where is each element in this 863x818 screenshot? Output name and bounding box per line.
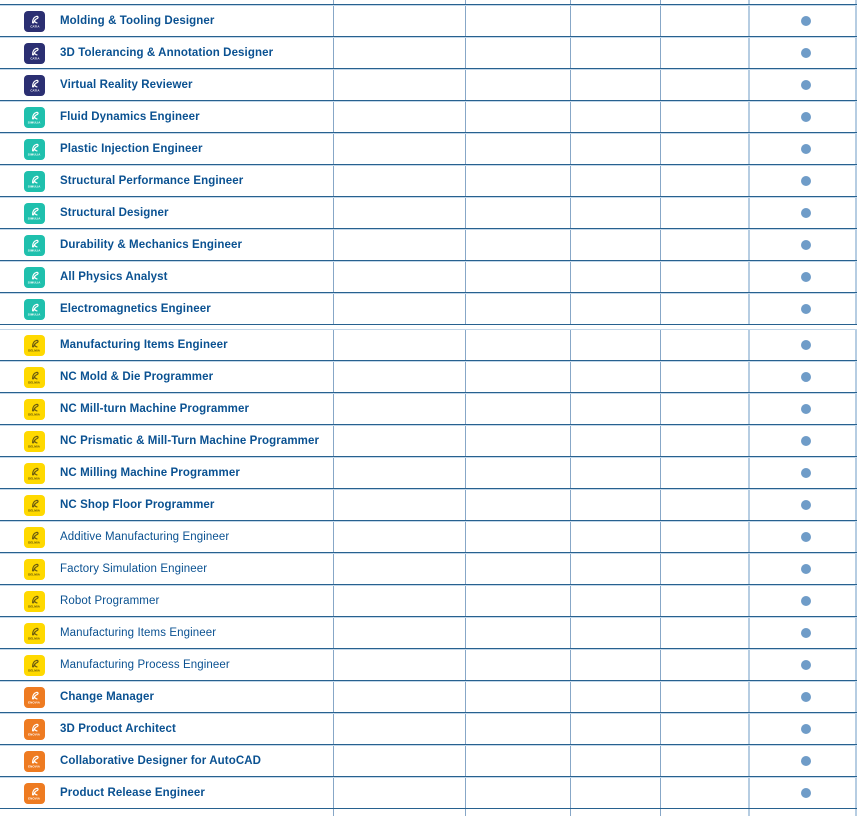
availability-cell — [748, 362, 857, 392]
empty-cell — [465, 0, 570, 4]
empty-cell — [660, 522, 748, 552]
role-icon-brand-text: ENOVIA — [28, 796, 41, 800]
role-label[interactable]: Virtual Reality Reviewer — [60, 79, 193, 91]
role-label[interactable]: Molding & Tooling Designer — [60, 15, 215, 27]
role-label[interactable]: NC Mold & Die Programmer — [60, 371, 214, 383]
role-name-cell — [0, 166, 333, 196]
simulia-role-icon — [24, 203, 45, 224]
role-label[interactable]: Product Release Engineer — [60, 787, 205, 799]
empty-cell — [333, 262, 465, 292]
empty-cell — [333, 394, 465, 424]
empty-cell — [333, 618, 465, 648]
availability-cell — [748, 38, 857, 68]
role-name-cell — [0, 682, 333, 712]
empty-cell — [465, 650, 570, 680]
role-name-cell — [0, 294, 333, 324]
empty-cell — [465, 230, 570, 260]
role-row — [0, 713, 857, 745]
empty-cell — [660, 134, 748, 164]
role-row — [0, 5, 857, 37]
empty-cell — [570, 778, 660, 808]
empty-cell — [465, 6, 570, 36]
role-label[interactable]: Manufacturing Items Engineer — [60, 339, 228, 351]
empty-cell — [570, 618, 660, 648]
empty-cell — [660, 262, 748, 292]
availability-cell — [748, 230, 857, 260]
availability-dot — [801, 692, 811, 702]
role-icon-brand-text: DELMIA — [28, 348, 41, 352]
availability-cell — [748, 586, 857, 616]
empty-cell — [570, 426, 660, 456]
empty-cell — [465, 426, 570, 456]
empty-cell — [465, 490, 570, 520]
role-label[interactable]: Plastic Injection Engineer — [60, 143, 203, 155]
enovia-role-icon — [24, 751, 45, 772]
empty-cell — [465, 38, 570, 68]
empty-cell — [333, 6, 465, 36]
empty-cell — [333, 490, 465, 520]
availability-dot — [801, 144, 811, 154]
empty-cell — [660, 198, 748, 228]
empty-cell — [333, 198, 465, 228]
empty-cell — [465, 362, 570, 392]
empty-cell — [570, 554, 660, 584]
empty-cell — [660, 6, 748, 36]
empty-cell — [570, 809, 660, 816]
empty-cell — [333, 554, 465, 584]
role-row — [0, 329, 857, 361]
role-icon-brand-text: ENOVIA — [28, 732, 41, 736]
role-name-cell — [0, 38, 333, 68]
delmia-role-icon — [24, 655, 45, 676]
role-name-cell — [0, 134, 333, 164]
role-label[interactable]: Fluid Dynamics Engineer — [60, 111, 200, 123]
availability-cell — [748, 102, 857, 132]
role-label[interactable]: NC Shop Floor Programmer — [60, 499, 215, 511]
table-body — [0, 5, 859, 809]
empty-cell — [660, 294, 748, 324]
role-label[interactable]: Manufacturing Process Engineer — [60, 659, 230, 671]
empty-cell — [0, 809, 333, 816]
empty-cell — [465, 134, 570, 164]
role-icon-brand-text: DELMIA — [28, 508, 41, 512]
role-row — [0, 197, 857, 229]
role-row — [0, 393, 857, 425]
availability-dot — [801, 564, 811, 574]
availability-dot — [801, 272, 811, 282]
empty-cell — [570, 330, 660, 360]
role-name-cell — [0, 426, 333, 456]
availability-cell — [748, 650, 857, 680]
availability-cell — [748, 294, 857, 324]
availability-cell — [748, 522, 857, 552]
role-label[interactable]: Collaborative Designer for AutoCAD — [60, 755, 262, 767]
role-icon-brand-text: CATIA — [29, 56, 40, 60]
availability-cell — [748, 746, 857, 776]
availability-cell — [748, 714, 857, 744]
empty-cell — [570, 746, 660, 776]
availability-cell — [748, 490, 857, 520]
role-row — [0, 293, 857, 325]
empty-cell — [333, 70, 465, 100]
role-row — [0, 133, 857, 165]
availability-dot — [801, 660, 811, 670]
simulia-role-icon — [24, 171, 45, 192]
role-row — [0, 745, 857, 777]
availability-cell — [748, 618, 857, 648]
simulia-role-icon — [24, 299, 45, 320]
role-label[interactable]: Structural Designer — [60, 207, 169, 219]
delmia-role-icon — [24, 367, 45, 388]
role-label[interactable]: Factory Simulation Engineer — [60, 563, 208, 575]
empty-cell — [333, 230, 465, 260]
empty-cell — [333, 134, 465, 164]
empty-cell — [333, 586, 465, 616]
role-label[interactable]: NC Prismatic & Mill-Turn Machine Programmer — [60, 435, 320, 447]
empty-cell — [660, 38, 748, 68]
empty-cell — [570, 522, 660, 552]
availability-cell — [748, 70, 857, 100]
role-row — [0, 229, 857, 261]
availability-dot — [801, 340, 811, 350]
role-icon-brand-text: ENOVIA — [28, 764, 41, 768]
role-row — [0, 649, 857, 681]
availability-dot — [801, 436, 811, 446]
role-icon-brand-text: DELMIA — [28, 572, 41, 576]
empty-cell — [570, 262, 660, 292]
role-row — [0, 617, 857, 649]
enovia-role-icon — [24, 719, 45, 740]
role-name-cell — [0, 394, 333, 424]
availability-dot — [801, 788, 811, 798]
empty-cell — [570, 650, 660, 680]
role-name-cell — [0, 6, 333, 36]
empty-cell — [570, 230, 660, 260]
empty-cell — [570, 198, 660, 228]
empty-cell — [748, 0, 857, 4]
availability-dot — [801, 48, 811, 58]
empty-cell — [660, 0, 748, 4]
empty-cell — [660, 682, 748, 712]
availability-dot — [801, 468, 811, 478]
role-row — [0, 777, 857, 809]
role-name-cell — [0, 262, 333, 292]
role-name-cell — [0, 746, 333, 776]
availability-dot — [801, 112, 811, 122]
empty-cell — [333, 746, 465, 776]
role-label[interactable]: Additive Manufacturing Engineer — [60, 531, 230, 543]
empty-cell — [333, 362, 465, 392]
empty-cell — [570, 362, 660, 392]
empty-cell — [333, 294, 465, 324]
role-icon-brand-text: SIMULIA — [28, 152, 41, 156]
empty-cell — [570, 394, 660, 424]
role-row — [0, 681, 857, 713]
role-row — [0, 489, 857, 521]
table-section-1 — [0, 5, 859, 325]
role-name-cell — [0, 458, 333, 488]
availability-dot — [801, 532, 811, 542]
empty-cell — [333, 458, 465, 488]
empty-cell — [465, 102, 570, 132]
empty-cell — [660, 746, 748, 776]
empty-cell — [570, 0, 660, 4]
empty-cell — [570, 586, 660, 616]
empty-cell — [660, 618, 748, 648]
availability-cell — [748, 330, 857, 360]
role-name-cell — [0, 586, 333, 616]
empty-cell — [660, 102, 748, 132]
availability-dot — [801, 372, 811, 382]
empty-cell — [465, 586, 570, 616]
delmia-role-icon — [24, 623, 45, 644]
availability-cell — [748, 426, 857, 456]
empty-cell — [660, 70, 748, 100]
empty-cell — [570, 70, 660, 100]
empty-cell — [570, 134, 660, 164]
role-name-cell — [0, 490, 333, 520]
empty-cell — [465, 330, 570, 360]
availability-dot — [801, 304, 811, 314]
empty-cell — [333, 0, 465, 4]
availability-cell — [748, 6, 857, 36]
role-icon-brand-text: SIMULIA — [28, 312, 41, 316]
role-icon-brand-text: SIMULIA — [28, 216, 41, 220]
empty-cell — [465, 714, 570, 744]
table-section-2 — [0, 329, 859, 809]
availability-dot — [801, 16, 811, 26]
empty-cell — [570, 102, 660, 132]
empty-cell — [465, 70, 570, 100]
availability-dot — [801, 596, 811, 606]
cropped-row-bottom — [0, 809, 857, 816]
role-label[interactable]: All Physics Analyst — [60, 271, 168, 283]
empty-cell — [660, 230, 748, 260]
role-icon-brand-text: DELMIA — [28, 444, 41, 448]
delmia-role-icon — [24, 335, 45, 356]
role-label[interactable]: Robot Programmer — [60, 595, 160, 607]
role-name-cell — [0, 230, 333, 260]
empty-cell — [570, 714, 660, 744]
empty-cell — [465, 809, 570, 816]
empty-cell — [660, 490, 748, 520]
empty-cell — [465, 394, 570, 424]
simulia-role-icon — [24, 267, 45, 288]
role-row — [0, 101, 857, 133]
delmia-role-icon — [24, 591, 45, 612]
role-icon-brand-text: CATIA — [29, 88, 40, 92]
availability-cell — [748, 134, 857, 164]
empty-cell — [660, 426, 748, 456]
delmia-role-icon — [24, 399, 45, 420]
role-name-cell — [0, 362, 333, 392]
empty-cell — [333, 778, 465, 808]
delmia-role-icon — [24, 431, 45, 452]
delmia-role-icon — [24, 527, 45, 548]
empty-cell — [570, 682, 660, 712]
empty-cell — [748, 809, 857, 816]
role-row — [0, 585, 857, 617]
role-icon-brand-text: DELMIA — [28, 380, 41, 384]
empty-cell — [333, 682, 465, 712]
availability-dot — [801, 208, 811, 218]
empty-cell — [660, 714, 748, 744]
role-row — [0, 37, 857, 69]
availability-dot — [801, 756, 811, 766]
role-icon-brand-text: SIMULIA — [28, 280, 41, 284]
empty-cell — [465, 778, 570, 808]
availability-dot — [801, 500, 811, 510]
delmia-role-icon — [24, 495, 45, 516]
role-label[interactable]: NC Mill-turn Machine Programmer — [60, 403, 250, 415]
role-icon-brand-text: DELMIA — [28, 604, 41, 608]
empty-cell — [333, 714, 465, 744]
availability-dot — [801, 724, 811, 734]
availability-cell — [748, 198, 857, 228]
delmia-role-icon — [24, 559, 45, 580]
empty-cell — [465, 554, 570, 584]
role-label[interactable]: Manufacturing Items Engineer — [60, 627, 217, 639]
empty-cell — [465, 262, 570, 292]
empty-cell — [465, 682, 570, 712]
role-icon-brand-text: SIMULIA — [28, 184, 41, 188]
empty-cell — [333, 522, 465, 552]
role-row — [0, 521, 857, 553]
availability-cell — [748, 394, 857, 424]
empty-cell — [333, 330, 465, 360]
role-label[interactable]: Durability & Mechanics Engineer — [60, 239, 243, 251]
availability-dot — [801, 404, 811, 414]
role-name-cell — [0, 554, 333, 584]
role-row — [0, 261, 857, 293]
role-name-cell — [0, 330, 333, 360]
delmia-role-icon — [24, 463, 45, 484]
availability-cell — [748, 778, 857, 808]
empty-cell — [660, 809, 748, 816]
availability-dot — [801, 80, 811, 90]
role-name-cell — [0, 102, 333, 132]
empty-cell — [660, 778, 748, 808]
role-icon-brand-text: DELMIA — [28, 540, 41, 544]
empty-cell — [570, 458, 660, 488]
empty-cell — [660, 586, 748, 616]
role-name-cell — [0, 714, 333, 744]
availability-cell — [748, 262, 857, 292]
availability-cell — [748, 458, 857, 488]
availability-cell — [748, 166, 857, 196]
empty-cell — [660, 554, 748, 584]
empty-cell — [465, 198, 570, 228]
role-row — [0, 425, 857, 457]
empty-cell — [570, 166, 660, 196]
simulia-role-icon — [24, 139, 45, 160]
empty-cell — [333, 102, 465, 132]
empty-cell — [660, 330, 748, 360]
role-row — [0, 69, 857, 101]
role-icon-brand-text: DELMIA — [28, 668, 41, 672]
role-name-cell — [0, 198, 333, 228]
empty-cell — [465, 294, 570, 324]
role-label[interactable]: 3D Product Architect — [60, 723, 176, 735]
empty-cell — [570, 6, 660, 36]
role-name-cell — [0, 778, 333, 808]
enovia-role-icon — [24, 687, 45, 708]
empty-cell — [570, 294, 660, 324]
availability-dot — [801, 176, 811, 186]
catia-role-icon — [24, 75, 45, 96]
empty-cell — [660, 362, 748, 392]
role-name-cell — [0, 650, 333, 680]
empty-cell — [465, 746, 570, 776]
empty-cell — [333, 809, 465, 816]
role-icon-brand-text: DELMIA — [28, 412, 41, 416]
role-label[interactable]: 3D Tolerancing & Annotation Designer — [60, 47, 274, 59]
availability-cell — [748, 682, 857, 712]
empty-cell — [465, 618, 570, 648]
role-icon-brand-text: SIMULIA — [28, 248, 41, 252]
empty-cell — [660, 650, 748, 680]
availability-cell — [748, 554, 857, 584]
role-row — [0, 457, 857, 489]
empty-cell — [465, 166, 570, 196]
catia-role-icon — [24, 43, 45, 64]
catia-role-icon — [24, 11, 45, 32]
simulia-role-icon — [24, 107, 45, 128]
role-icon-brand-text: SIMULIA — [28, 120, 41, 124]
enovia-role-icon — [24, 783, 45, 804]
role-name-cell — [0, 70, 333, 100]
role-label[interactable]: Electromagnetics Engineer — [60, 303, 211, 315]
availability-dot — [801, 628, 811, 638]
simulia-role-icon — [24, 235, 45, 256]
empty-cell — [465, 458, 570, 488]
empty-cell — [660, 394, 748, 424]
empty-cell — [570, 490, 660, 520]
role-icon-brand-text: CATIA — [29, 24, 40, 28]
role-name-cell — [0, 522, 333, 552]
role-label[interactable]: Change Manager — [60, 691, 155, 703]
role-icon-brand-text: DELMIA — [28, 636, 41, 640]
role-icon-brand-text: DELMIA — [28, 476, 41, 480]
empty-cell — [0, 0, 333, 4]
role-label[interactable]: NC Milling Machine Programmer — [60, 467, 240, 479]
empty-cell — [570, 38, 660, 68]
empty-cell — [465, 522, 570, 552]
role-row — [0, 361, 857, 393]
role-name-cell — [0, 618, 333, 648]
role-icon-brand-text: ENOVIA — [28, 700, 41, 704]
role-label[interactable]: Structural Performance Engineer — [60, 175, 244, 187]
empty-cell — [333, 166, 465, 196]
empty-cell — [660, 458, 748, 488]
empty-cell — [660, 166, 748, 196]
empty-cell — [333, 650, 465, 680]
empty-cell — [333, 38, 465, 68]
availability-dot — [801, 240, 811, 250]
role-row — [0, 553, 857, 585]
role-row — [0, 165, 857, 197]
empty-cell — [333, 426, 465, 456]
